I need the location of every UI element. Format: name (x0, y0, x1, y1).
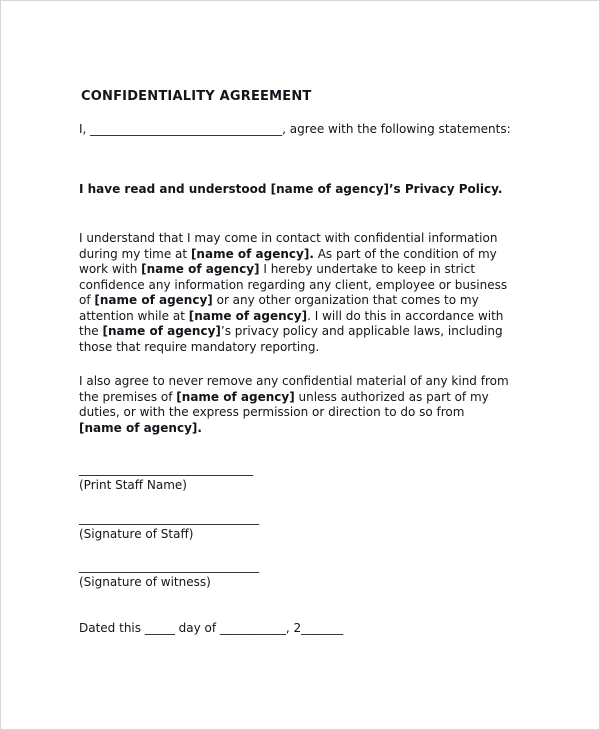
text-segment: As part of the condition of my (313, 246, 497, 261)
text-segment: confidence any information regarding any client, employee or business (79, 277, 508, 292)
agency-name-placeholder: [name of agency] (176, 389, 295, 404)
text-segment: the premises of (79, 389, 177, 404)
text-line (79, 421, 541, 437)
dated-line: Dated this _____ day of ___________, 2_______ (79, 621, 344, 635)
signature-label: (Signature of witness) (79, 575, 211, 589)
text-segment: the (79, 324, 103, 338)
agency-name-placeholder: [name of agency]. (190, 246, 314, 261)
text-line (79, 293, 541, 309)
signature-block-staff (79, 510, 541, 542)
text-line (79, 278, 541, 294)
signature-underscore-line: ______________________________ (79, 511, 259, 525)
agency-name-placeholder: [name of agency] (188, 308, 308, 323)
text-line (79, 405, 541, 421)
text-segment: duties, or with the express permission or direction to do so from (79, 405, 465, 419)
text-line (79, 247, 541, 263)
text-segment: . I will do this in accordance with (307, 308, 504, 323)
text-segment: I understand that I may come in contact with confidential information (79, 231, 498, 245)
signature-underscore-line: _____________________________ (79, 462, 253, 476)
text-segment: those that require mandatory reporting. (79, 339, 320, 354)
agency-name-placeholder: [name of agency] (102, 324, 221, 338)
document-title: CONFIDENTIALITY AGREEMENT (81, 89, 312, 104)
intro-fill-in-line: I, ________________________________, agree with the following statements: (79, 122, 511, 136)
text-line (79, 374, 541, 390)
agency-name-placeholder: [name of agency]. (79, 420, 202, 435)
text-line (79, 390, 541, 406)
signature-underscore-line: ______________________________ (79, 559, 259, 573)
statement-heading: I have read and understood [name of agency]’s Privacy Policy. (79, 182, 503, 196)
text-line (79, 262, 541, 278)
text-segment: attention while at (79, 308, 189, 323)
text-line (79, 324, 541, 340)
text-segment: or any other organization that comes to my (212, 293, 479, 307)
text-segment: work with (79, 262, 142, 276)
text-segment: I hereby undertake to keep in strict (259, 262, 476, 276)
text-segment: of (79, 293, 95, 307)
agency-name-placeholder: [name of agency] (94, 293, 213, 307)
paragraph-confidential-information (79, 231, 541, 355)
text-line (79, 340, 541, 356)
agency-name-placeholder: [name of agency] (141, 262, 260, 276)
text-segment: during my time at (79, 246, 191, 261)
text-line (79, 231, 541, 247)
paragraph-material-removal (79, 374, 541, 436)
signature-label: (Print Staff Name) (79, 478, 187, 492)
text-segment: unless authorized as part of my (294, 389, 489, 404)
signature-block-witness (79, 558, 541, 590)
text-line (79, 309, 541, 325)
signature-label: (Signature of Staff) (79, 527, 194, 541)
signature-block-print-name (79, 461, 541, 493)
text-segment: I also agree to never remove any confidential material of any kind from (79, 374, 509, 388)
text-segment: ’s privacy policy and applicable laws, including (220, 324, 503, 338)
